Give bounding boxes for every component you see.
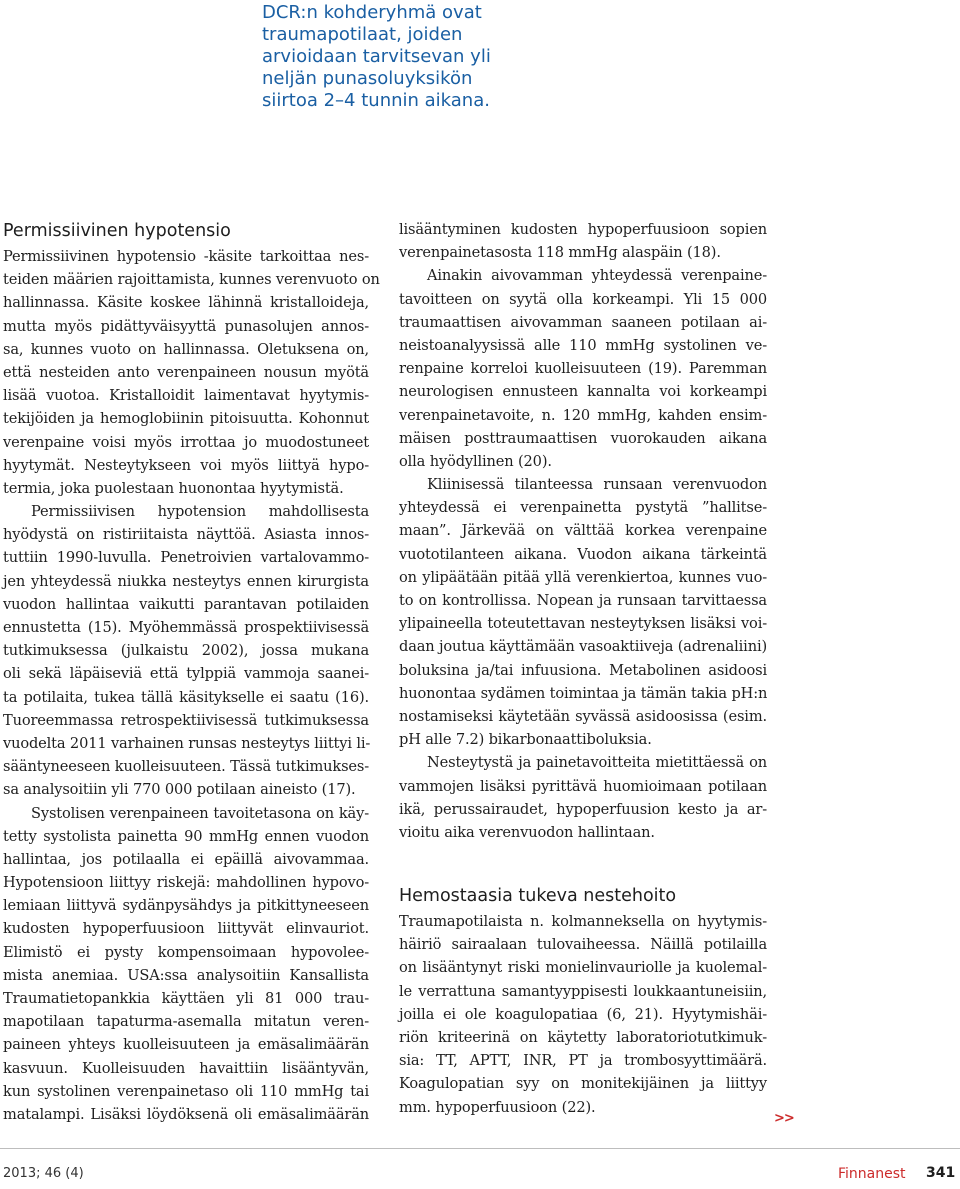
body-line: häiriö sairaalaan tulovaiheessa. Näillä potilailla: [399, 936, 767, 954]
body-line: Ainakin aivovamman yhteydessä verenpaine-: [427, 267, 767, 285]
body-line: traumaattisen aivovamman saaneen potilaan ai-: [399, 313, 767, 331]
body-line: Traumatietopankkia käyttäen yli 81 000 trau-: [3, 990, 369, 1007]
body-line: Hypotensioon liittyy riskejä: mahdollinen hypovo-: [3, 874, 369, 892]
body-line: boluksina ja/tai infuusiona. Metabolinen asidoosi: [399, 661, 767, 679]
body-line: on lisääntynyt riski monielinvauriolle ja kuolemal-: [399, 959, 767, 977]
left-column: [3, 218, 380, 1126]
body-line: hyödystä on ristiriitaista näyttöä. Asiasta innos-: [3, 526, 369, 544]
body-line: oli sekä läpäiseviä että tylppiä vammoja saanei-: [3, 665, 369, 683]
body-line: vuodelta 2011 varhainen runsas nesteytys liittyi li-: [3, 734, 371, 752]
body-line: sa, kunnes vuoto on hallinnassa. Oletuksena on,: [3, 340, 369, 358]
pull-quote-line: traumapotilaat, joiden: [262, 24, 463, 45]
body-line: riön kriteerinä on käytetty laboratoriotutkimuk-: [399, 1029, 767, 1046]
footer-divider: [0, 1148, 960, 1149]
body-line: teiden määrien rajoittamista, kunnes verenvuoto on: [3, 271, 380, 289]
body-line: sia: TT, APTT, INR, PT ja trombosyyttimäärä.: [399, 1052, 767, 1070]
body-line: vuodon hallintaa vaikutti parantavan potilaiden: [3, 595, 369, 613]
body-line: Elimistö ei pysty kompensoimaan hypovolee-: [3, 943, 369, 961]
body-line: vioitu aika verenvuodon hallintaan.: [399, 823, 655, 841]
section-heading-permissive-hypotension: Permissiivinen hypotensio: [3, 221, 231, 241]
body-line: mapotilaan tapaturma-asemalla mitatun veren-: [3, 1013, 369, 1031]
body-line: Tuoreemmassa retrospektiivisessä tutkimuksessa: [3, 711, 369, 729]
body-line: le verrattuna samantyyppisesti loukkaantuneisiin,: [399, 982, 767, 1000]
body-line: Kliinisessä tilanteessa runsaan verenvuodon: [427, 476, 767, 494]
body-line: vuototilanteen aikana. Vuodon aikana tärkeintä: [399, 545, 767, 563]
body-line: to on kontrollissa. Nopean ja runsaan tarvittaessa: [399, 592, 767, 609]
body-line: Permissiivisen hypotension mahdollisesta: [31, 503, 369, 521]
page-number: 341: [926, 1165, 956, 1181]
body-line: joilla ei ole koagulopatiaa (6, 21). Hyytymishäi-: [399, 1005, 767, 1023]
pull-quote-line: siirtoa 2–4 tunnin aikana.: [262, 90, 490, 111]
body-line: hyytymät. Nesteytykseen voi myös liittyä hypo-: [3, 456, 369, 474]
body-line: Traumapotilaista n. kolmanneksella on hyytymis-: [399, 913, 767, 931]
body-line: sa analysoitiin yli 770 000 potilaan aineisto (17).: [3, 781, 356, 799]
body-line: vammojen lisäksi pyrittävä huomioimaan potilaan: [399, 777, 767, 795]
body-line: tutkimuksessa (julkaistu 2002), jossa mukana: [3, 642, 369, 660]
body-line: hallintaa, jos potilaalla ei epäillä aivovammaa.: [3, 850, 369, 868]
body-line: että nesteiden anto verenpaineen nousun myötä: [3, 363, 369, 381]
body-line: yhteydessä ei verenpainetta pystytä ”hallitse-: [399, 499, 767, 517]
body-line: nostamiseksi käytetään syvässä asidoosissa (esim.: [399, 707, 767, 725]
body-line: renpaine korreloi kuolleisuuteen (19). Paremman: [399, 360, 767, 378]
body-line: lisääntyminen kudosten hypoperfuusioon sopien: [399, 221, 767, 238]
section-gap: [399, 844, 767, 883]
body-line: sääntyneeseen kuolleisuuteen. Tässä tutkimukses-: [3, 758, 370, 776]
body-line: verenpaine voisi myös irrottaa jo muodostuneet: [3, 433, 369, 451]
body-line: matalampi. Lisäksi löydöksenä oli emäsalimäärän: [3, 1105, 369, 1123]
body-line: tuttiin 1990-luvulla. Penetroivien vartalovammo-: [3, 549, 369, 567]
body-line: jen yhteydessä niukka nesteytys ennen kirurgista: [3, 572, 369, 590]
pull-quote-line: DCR:n kohderyhmä ovat: [262, 2, 482, 23]
body-line: daan joutua käyttämään vasoaktiiveja (adrenaliini): [399, 638, 768, 656]
footer-brand: Finnanest: [838, 1166, 906, 1182]
body-line: kun systolinen verenpainetaso oli 110 mmHg tai: [3, 1082, 369, 1100]
pull-quote-line: neljän punasoluyksikön: [262, 68, 473, 89]
body-line: verenpainetasosta 118 mmHg alaspäin (18).: [399, 244, 721, 262]
body-line: kudosten hypoperfuusioon liittyvät elinvauriot.: [3, 920, 369, 938]
continue-arrows: >>: [774, 1111, 794, 1126]
body-line: tavoitteen on syytä olla korkeampi. Yli 15 000: [399, 290, 767, 308]
body-line: Koagulopatian syy on monitekijäinen ja liittyy: [399, 1075, 767, 1093]
right-column: [399, 218, 767, 1119]
footer-issue: 2013; 46 (4): [3, 1166, 84, 1181]
body-line: tekijöiden ja hemoglobiinin pitoisuutta. Kohonnut: [3, 410, 369, 428]
body-line: mm. hypoperfuusioon (22).: [399, 1098, 596, 1116]
body-line: termia, joka puolestaan huonontaa hyytymistä.: [3, 479, 344, 497]
body-line: ta potilaita, tukea tällä käsitykselle ei saatu (16).: [3, 688, 369, 706]
body-line: neistoanalyysissä alle 110 mmHg systolinen ve-: [399, 336, 767, 354]
body-line: kasvuun. Kuolleisuuden havaittiin lisääntyvän,: [3, 1059, 369, 1077]
body-line: verenpainetavoite, n. 120 mmHg, kahden ensim-: [399, 406, 767, 424]
body-line: pH alle 7.2) bikarbonaattiboluksia.: [399, 731, 652, 749]
body-line: maan”. Järkevää on välttää korkea verenpaine: [399, 522, 767, 540]
body-line: ennustetta (15). Myöhemmässä prospektiivisessä: [3, 619, 369, 636]
body-line: huonontaa sydämen toimintaa ja tämän takia pH:n: [399, 684, 768, 702]
pull-quote-line: arvioidaan tarvitsevan yli: [262, 46, 491, 67]
body-line: ikä, perussairaudet, hypoperfuusion kesto ja ar-: [399, 800, 767, 818]
body-line: mäisen posttraumaattisen vuorokauden aikana: [399, 429, 767, 447]
body-line: on ylipäätään pitää yllä verenkiertoa, kunnes vuo-: [399, 568, 767, 586]
body-line: lemiaan liittyvä sydänpysähdys ja pitkittyneeseen: [3, 897, 369, 915]
body-line: neurologisen ennusteen kannalta voi korkeampi: [399, 383, 767, 401]
body-line: paineen yhteys kuolleisuuteen ja emäsalimäärän: [3, 1036, 369, 1054]
section-heading-hemostasis: Hemostaasia tukeva nestehoito: [399, 886, 677, 907]
body-line: mutta myös pidättyväisyyttä punasolujen annos-: [3, 317, 369, 335]
body-line: hallinnassa. Käsite koskee lähinnä kristalloideja,: [3, 294, 369, 312]
body-line: tetty systolista painetta 90 mmHg ennen vuodon: [3, 827, 369, 845]
pull-quote: [262, 2, 552, 112]
body-line: Nesteytystä ja painetavoitteita mietittäessä on: [427, 754, 767, 772]
body-line: lisää vuotoa. Kristalloidit laimentavat hyytymis-: [3, 387, 369, 405]
body-line: Permissiivinen hypotensio -käsite tarkoittaa nes-: [3, 248, 369, 265]
body-line: mista anemiaa. USA:ssa analysoitiin Kansallista: [3, 966, 369, 984]
body-line: Systolisen verenpaineen tavoitetasona on käy-: [31, 804, 369, 822]
body-line: olla hyödyllinen (20).: [399, 452, 552, 470]
body-line: ylipaineella toteutettavan nesteytyksen lisäksi voi-: [399, 615, 767, 633]
